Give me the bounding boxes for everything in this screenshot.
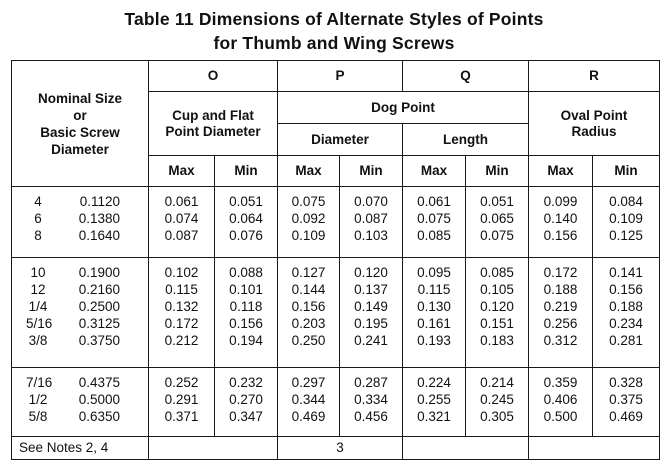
o-max-value: 0.102: [164, 265, 199, 280]
oval-point-line-1: Oval Point: [560, 107, 628, 123]
o-min-cell: [215, 258, 278, 368]
size-line: [26, 264, 148, 281]
dog-point-header: Dog Point: [278, 92, 529, 124]
o-max-value: 0.252: [164, 375, 199, 390]
o-max-value: 0.061: [164, 194, 199, 209]
o-max-header: Max: [149, 156, 215, 187]
p-min-value: 0.456: [354, 409, 388, 424]
size-line: [26, 227, 148, 244]
q-max-value: 0.321: [417, 409, 451, 424]
r-min-value: 0.125: [609, 228, 643, 243]
o-min-value: 0.194: [229, 333, 263, 348]
p-max-value: 0.297: [291, 375, 326, 390]
r-max-cell: [529, 368, 593, 437]
notes-q-cell: [403, 437, 529, 460]
q-min-value: 0.151: [480, 316, 514, 331]
r-min-value: 0.469: [609, 409, 643, 424]
p-min-value: 0.087: [354, 211, 388, 226]
r-min-value: 0.188: [609, 299, 643, 314]
p-max-value: 0.156: [291, 299, 326, 314]
o-min-value: 0.076: [229, 228, 263, 243]
q-min-value: 0.245: [480, 392, 514, 407]
basic-diameter: 0.1900: [78, 265, 120, 280]
nominal-size-header: [12, 61, 149, 187]
p-max-value: 0.127: [291, 265, 326, 280]
nominal-size: 5/8: [28, 409, 48, 424]
p-max-cell: [278, 258, 340, 368]
size-line: [26, 315, 148, 332]
size-line: [26, 391, 148, 408]
nominal-size: 8: [34, 228, 42, 243]
oval-point-header: [529, 92, 660, 156]
o-max-value: 0.132: [164, 299, 199, 314]
q-max-value: 0.193: [417, 333, 451, 348]
p-min-cell: [340, 258, 403, 368]
nominal-size: 1/4: [28, 299, 48, 314]
q-min-cell: [466, 187, 529, 258]
q-min-value: 0.085: [480, 265, 514, 280]
nominal-line-1: Nominal Size: [37, 90, 123, 106]
r-max-value: 0.140: [543, 211, 578, 226]
size-line: [26, 374, 148, 391]
q-max-value: 0.161: [417, 316, 451, 331]
basic-diameter: 0.5000: [78, 392, 120, 407]
o-min-value: 0.088: [229, 265, 263, 280]
size-group-row: [12, 258, 660, 368]
group-o-header: O: [149, 61, 278, 92]
nominal-size: 6: [34, 211, 42, 226]
notes-p-cell: 3: [278, 437, 403, 460]
r-max-value: 0.406: [543, 392, 578, 407]
nominal-line-4: Diameter: [51, 141, 109, 157]
size-line: [26, 193, 148, 210]
r-min-value: 0.375: [609, 392, 643, 407]
r-max-value: 0.188: [543, 282, 578, 297]
q-max-value: 0.075: [417, 211, 451, 226]
size-group-row: [12, 368, 660, 437]
p-max-value: 0.203: [291, 316, 326, 331]
o-min-value: 0.101: [229, 282, 263, 297]
nominal-size-cell: [12, 187, 149, 258]
p-min-value: 0.137: [354, 282, 388, 297]
o-max-cell: [149, 187, 215, 258]
o-min-value: 0.347: [229, 409, 263, 424]
r-min-value: 0.234: [609, 316, 643, 331]
oval-point-line-2: Radius: [571, 123, 617, 139]
header-row-groups: [12, 61, 660, 92]
group-r-header: R: [529, 61, 660, 92]
r-max-header: Max: [529, 156, 593, 187]
nominal-line-3: Basic Screw: [40, 124, 120, 140]
p-min-value: 0.287: [354, 375, 388, 390]
p-min-value: 0.149: [354, 299, 388, 314]
q-max-value: 0.130: [417, 299, 451, 314]
q-min-value: 0.120: [480, 299, 514, 314]
o-min-value: 0.232: [229, 375, 263, 390]
notes-o-cell: [149, 437, 278, 460]
o-max-value: 0.212: [164, 333, 199, 348]
basic-diameter: 0.4375: [78, 375, 120, 390]
q-max-value: 0.115: [417, 282, 451, 297]
q-max-value: 0.085: [417, 228, 451, 243]
p-max-header: Max: [278, 156, 340, 187]
r-min-value: 0.109: [609, 211, 643, 226]
q-max-value: 0.095: [417, 265, 451, 280]
o-max-value: 0.074: [164, 211, 199, 226]
notes-r-cell: [529, 437, 660, 460]
size-group-row: [12, 187, 660, 258]
o-min-value: 0.051: [229, 194, 263, 209]
nominal-size: 10: [30, 265, 46, 280]
r-max-value: 0.099: [543, 194, 578, 209]
q-min-value: 0.105: [480, 282, 514, 297]
dog-length-header: Length: [403, 124, 529, 156]
o-min-value: 0.118: [229, 299, 263, 314]
nominal-size: 7/16: [26, 375, 53, 390]
p-max-value: 0.250: [291, 333, 326, 348]
o-max-value: 0.087: [164, 228, 199, 243]
p-max-value: 0.144: [291, 282, 326, 297]
p-min-value: 0.070: [354, 194, 388, 209]
r-max-value: 0.312: [543, 333, 578, 348]
cup-flat-line-1: Cup and Flat: [172, 107, 254, 123]
notes-row: [12, 437, 660, 460]
group-p-header: P: [278, 61, 403, 92]
table-title-line-1: Table 11 Dimensions of Alternate Styles of Points: [124, 9, 544, 29]
nominal-size: 5/16: [26, 316, 53, 331]
cup-flat-point-header: [149, 92, 278, 156]
table-title-line-2: for Thumb and Wing Screws: [213, 33, 455, 53]
p-min-cell: [340, 368, 403, 437]
basic-diameter: 0.6350: [78, 409, 120, 424]
r-max-value: 0.359: [543, 375, 578, 390]
o-max-value: 0.115: [165, 282, 198, 297]
r-min-header: Min: [593, 156, 660, 187]
p-max-value: 0.075: [291, 194, 326, 209]
p-min-header: Min: [340, 156, 403, 187]
basic-diameter: 0.2500: [78, 299, 120, 314]
r-max-value: 0.172: [543, 265, 578, 280]
r-min-value: 0.141: [609, 265, 643, 280]
p-min-value: 0.195: [354, 316, 388, 331]
nominal-size-cell: [12, 258, 149, 368]
q-min-value: 0.051: [480, 194, 514, 209]
size-line: [26, 408, 148, 425]
o-min-value: 0.156: [229, 316, 263, 331]
q-min-value: 0.214: [480, 375, 514, 390]
q-min-cell: [466, 368, 529, 437]
r-min-value: 0.328: [609, 375, 643, 390]
p-min-value: 0.334: [354, 392, 388, 407]
p-min-cell: [340, 187, 403, 258]
o-max-value: 0.371: [164, 409, 199, 424]
r-max-value: 0.219: [543, 299, 578, 314]
p-max-cell: [278, 368, 340, 437]
p-min-value: 0.120: [354, 265, 388, 280]
basic-diameter: 0.1120: [79, 194, 120, 209]
r-max-cell: [529, 187, 593, 258]
r-min-value: 0.281: [609, 333, 643, 348]
q-max-cell: [403, 368, 466, 437]
o-max-value: 0.172: [164, 316, 199, 331]
see-notes-label: See Notes 2, 4: [12, 437, 149, 460]
o-min-value: 0.270: [229, 392, 263, 407]
basic-diameter: 0.3750: [78, 333, 120, 348]
basic-diameter: 0.1640: [78, 228, 120, 243]
nominal-size-cell: [12, 368, 149, 437]
q-min-value: 0.065: [480, 211, 514, 226]
cup-flat-line-2: Point Diameter: [165, 123, 261, 139]
basic-diameter: 0.3125: [78, 316, 120, 331]
p-max-cell: [278, 187, 340, 258]
r-max-value: 0.256: [543, 316, 578, 331]
nominal-size: 4: [34, 194, 42, 209]
p-max-value: 0.092: [291, 211, 326, 226]
o-min-cell: [215, 187, 278, 258]
group-q-header: Q: [403, 61, 529, 92]
p-min-value: 0.103: [354, 228, 388, 243]
nominal-size: 1/2: [28, 392, 48, 407]
size-line: [26, 281, 148, 298]
o-min-header: Min: [215, 156, 278, 187]
o-min-cell: [215, 368, 278, 437]
p-min-value: 0.241: [354, 333, 388, 348]
r-min-value: 0.084: [609, 194, 643, 209]
q-max-header: Max: [403, 156, 466, 187]
q-min-value: 0.183: [480, 333, 514, 348]
o-max-value: 0.291: [164, 392, 199, 407]
q-max-value: 0.061: [417, 194, 451, 209]
size-line: [26, 210, 148, 227]
size-line: [26, 298, 148, 315]
r-min-cell: [593, 368, 660, 437]
o-max-cell: [149, 368, 215, 437]
r-max-value: 0.156: [543, 228, 578, 243]
dimensions-table: [11, 60, 660, 460]
q-min-cell: [466, 258, 529, 368]
nominal-size: 3/8: [28, 333, 48, 348]
q-max-value: 0.224: [417, 375, 451, 390]
r-max-value: 0.500: [543, 409, 578, 424]
r-max-cell: [529, 258, 593, 368]
p-max-value: 0.109: [291, 228, 326, 243]
basic-diameter: 0.1380: [78, 211, 120, 226]
nominal-line-2: or: [73, 107, 87, 123]
q-min-header: Min: [466, 156, 529, 187]
basic-diameter: 0.2160: [78, 282, 120, 297]
r-min-cell: [593, 187, 660, 258]
q-min-value: 0.075: [480, 228, 514, 243]
r-min-value: 0.156: [609, 282, 643, 297]
size-line: [26, 332, 148, 349]
q-max-value: 0.255: [417, 392, 451, 407]
q-max-cell: [403, 187, 466, 258]
nominal-size: 12: [30, 282, 46, 297]
q-min-value: 0.305: [480, 409, 514, 424]
p-max-value: 0.469: [291, 409, 326, 424]
o-min-value: 0.064: [229, 211, 263, 226]
r-min-cell: [593, 258, 660, 368]
o-max-cell: [149, 258, 215, 368]
p-max-value: 0.344: [291, 392, 326, 407]
q-max-cell: [403, 258, 466, 368]
dog-diameter-header: Diameter: [278, 124, 403, 156]
